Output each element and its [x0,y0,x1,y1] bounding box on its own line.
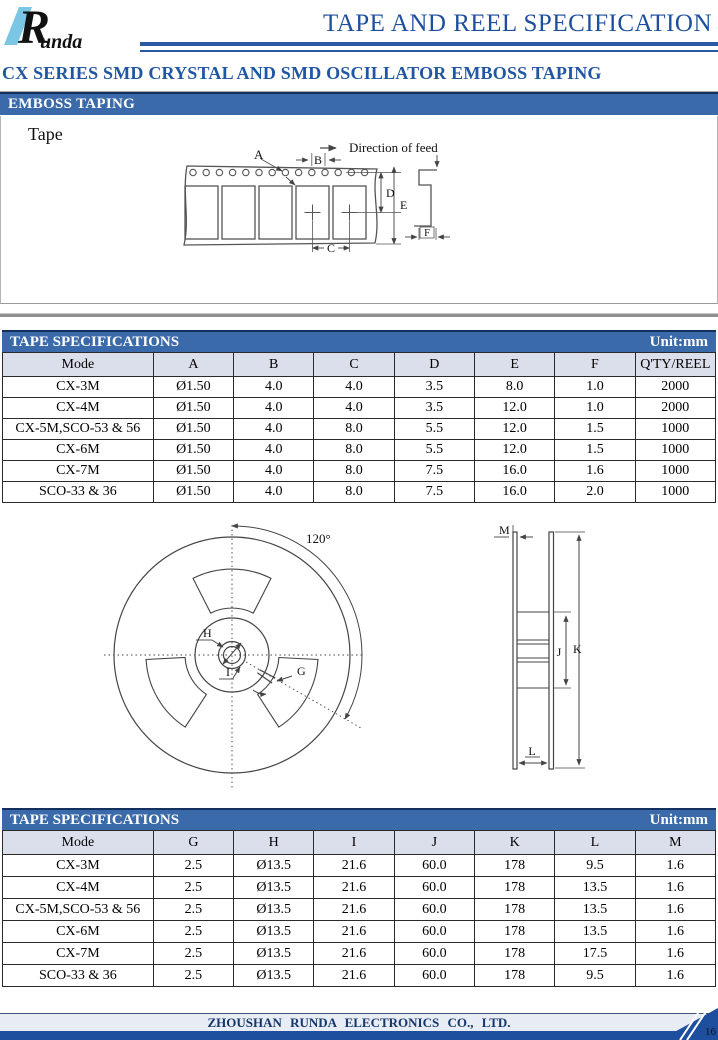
value-cell: 2.5 [153,921,233,943]
column-header: A [153,353,233,377]
reel-flange-left [513,532,517,769]
value-cell: 2000 [635,398,715,419]
dim-k-label: K [573,642,582,656]
unit-label: Unit:mm [649,811,708,828]
column-header: K [474,831,554,855]
value-cell: 8.0 [314,461,394,482]
value-cell: 13.5 [555,877,635,899]
mode-cell: CX-4M [3,877,154,899]
value-cell: 1.6 [635,965,715,987]
value-cell: 178 [474,855,554,877]
value-cell: 13.5 [555,921,635,943]
value-cell: 9.5 [555,965,635,987]
value-cell: Ø13.5 [234,943,314,965]
column-header: Q'TY/REEL [635,353,715,377]
column-header: F [555,353,635,377]
angle-label: 120° [306,531,331,546]
value-cell: 16.0 [474,461,554,482]
value-cell: 4.0 [234,377,314,398]
value-cell: 178 [474,921,554,943]
value-cell: 4.0 [234,419,314,440]
mode-cell: CX-5M,SCO-53 & 56 [3,899,154,921]
table-row [3,899,716,921]
value-cell: 12.0 [474,398,554,419]
value-cell: 12.0 [474,440,554,461]
value-cell: Ø13.5 [234,965,314,987]
spec-title: TAPE SPECIFICATIONS [10,333,180,350]
value-cell: 60.0 [394,965,474,987]
dim-g-label: G [297,664,306,678]
table-row [3,921,716,943]
value-cell: 1.0 [555,377,635,398]
panel-bottom-rule [0,313,718,317]
value-cell: Ø1.50 [153,461,233,482]
value-cell: 178 [474,899,554,921]
value-cell: 1000 [635,482,715,503]
dim-i-label: I [226,665,230,679]
value-cell: 3.5 [394,398,474,419]
mode-cell: CX-5M,SCO-53 & 56 [3,419,154,440]
value-cell: 1.6 [555,461,635,482]
tape-strip [184,166,377,245]
column-header: M [635,831,715,855]
value-cell: 12.0 [474,419,554,440]
value-cell: Ø1.50 [153,419,233,440]
reel-diagram [0,505,718,805]
page-number: 16 [705,1026,716,1038]
mode-cell: CX-3M [3,377,154,398]
mode-cell: SCO-33 & 36 [3,482,154,503]
table-row [3,419,716,440]
page-title: TAPE AND REEL SPECIFICATION [322,10,712,37]
header-rule-thin [140,50,718,52]
value-cell: 2.5 [153,855,233,877]
value-cell: Ø13.5 [234,855,314,877]
table-row [3,877,716,899]
value-cell: 4.0 [234,440,314,461]
value-cell: 4.0 [234,461,314,482]
value-cell: 1.5 [555,440,635,461]
mode-cell: CX-6M [3,440,154,461]
header-rule-thick [140,42,718,46]
value-cell: Ø1.50 [153,377,233,398]
mode-cell: CX-7M [3,461,154,482]
tape-profile [414,170,437,226]
spec-table-1 [2,352,716,503]
value-cell: 5.5 [394,440,474,461]
value-cell: 21.6 [314,899,394,921]
column-header: E [474,353,554,377]
spec-table-2 [2,830,716,987]
value-cell: 60.0 [394,943,474,965]
value-cell: 8.0 [314,482,394,503]
page-number-tab [656,1004,718,1040]
table-row [3,377,716,398]
value-cell: 1.6 [635,855,715,877]
tape-spec-table2-section [2,808,716,987]
bottom-bar [0,1031,718,1040]
tape-diagram [0,115,718,305]
value-cell: Ø1.50 [153,482,233,503]
value-cell: 1.0 [555,398,635,419]
value-cell: 8.0 [314,419,394,440]
footer-bar [0,1013,718,1032]
value-cell: 2.5 [153,877,233,899]
value-cell: 8.0 [474,377,554,398]
column-header: H [234,831,314,855]
page-heading: CX SERIES SMD CRYSTAL AND SMD OSCILLATOR EMBOSS TAPING [2,63,602,83]
unit-label: Unit:mm [649,333,708,350]
table-row [3,965,716,987]
spec-title: TAPE SPECIFICATIONS [10,811,180,828]
value-cell: 1.6 [635,921,715,943]
value-cell: 5.5 [394,419,474,440]
mode-cell: CX-7M [3,943,154,965]
mode-cell: CX-6M [3,921,154,943]
column-header: C [314,353,394,377]
dim-e-label: E [400,198,408,212]
value-cell: 2.5 [153,965,233,987]
dim-l-label: L [528,744,536,758]
column-header: Mode [3,353,154,377]
column-header: B [234,353,314,377]
column-header: L [555,831,635,855]
logo-r: R [18,2,51,52]
value-cell: Ø13.5 [234,877,314,899]
tape-spec-table1-section [2,330,716,503]
dim-m-label: M [499,523,510,537]
table-row [3,461,716,482]
value-cell: 7.5 [394,461,474,482]
value-cell: 21.6 [314,943,394,965]
column-header: J [394,831,474,855]
value-cell: 7.5 [394,482,474,503]
table-row [3,943,716,965]
value-cell: 1.6 [635,943,715,965]
column-header: Mode [3,831,154,855]
value-cell: Ø13.5 [234,899,314,921]
column-header: D [394,353,474,377]
value-cell: 2.0 [555,482,635,503]
company-name: ZHOUSHAN RUNDA ELECTRONICS CO., LTD. [207,1015,511,1030]
dim-c-label: C [326,241,336,255]
mode-cell: CX-4M [3,398,154,419]
value-cell: 16.0 [474,482,554,503]
table-row [3,482,716,503]
dim-j-label: J [556,645,562,659]
value-cell: 4.0 [314,377,394,398]
value-cell: 1000 [635,461,715,482]
value-cell: 60.0 [394,877,474,899]
logo-text: unda [40,31,83,52]
section-bar-label: EMBOSS TAPING [8,96,136,112]
reel-boss-circle [219,642,246,669]
value-cell: 60.0 [394,921,474,943]
value-cell: 1.6 [635,899,715,921]
value-cell: 178 [474,943,554,965]
dim-f-label: F [424,228,430,239]
value-cell: 1.6 [635,877,715,899]
spec-bar [2,808,716,830]
reel-hub-lines [517,612,549,688]
value-cell: 60.0 [394,855,474,877]
value-cell: 4.0 [234,482,314,503]
value-cell: 60.0 [394,899,474,921]
value-cell: 13.5 [555,899,635,921]
dim-h-label: H [203,626,212,640]
value-cell: 21.6 [314,855,394,877]
value-cell: 178 [474,877,554,899]
value-cell: 2000 [635,377,715,398]
value-cell: 21.6 [314,965,394,987]
reel-flange-right [549,532,554,769]
table-row [3,398,716,419]
value-cell: 3.5 [394,377,474,398]
value-cell: 2.5 [153,899,233,921]
value-cell: 1.5 [555,419,635,440]
value-cell: 21.6 [314,921,394,943]
runda-logo-icon [4,2,144,52]
tape-label: Tape [28,124,63,144]
direction-of-feed-label: Direction of feed [349,140,438,155]
value-cell: 178 [474,965,554,987]
value-cell: 21.6 [314,877,394,899]
value-cell: 1000 [635,419,715,440]
header-row [3,353,716,377]
table-row [3,440,716,461]
spec-bar [2,330,716,352]
dim-d-label: D [386,186,395,200]
value-cell: Ø13.5 [234,921,314,943]
table-row [3,855,716,877]
header-row [3,831,716,855]
value-cell: 17.5 [555,943,635,965]
column-header: I [314,831,394,855]
value-cell: 1000 [635,440,715,461]
value-cell: 4.0 [314,398,394,419]
section-bar [0,92,718,115]
dim-b-label: B [313,153,323,167]
mode-cell: CX-3M [3,855,154,877]
value-cell: 9.5 [555,855,635,877]
value-cell: Ø1.50 [153,440,233,461]
value-cell: Ø1.50 [153,398,233,419]
value-cell: 8.0 [314,440,394,461]
column-header: G [153,831,233,855]
dim-a-label: A [254,147,264,162]
value-cell: 2.5 [153,943,233,965]
value-cell: 4.0 [234,398,314,419]
mode-cell: SCO-33 & 36 [3,965,154,987]
